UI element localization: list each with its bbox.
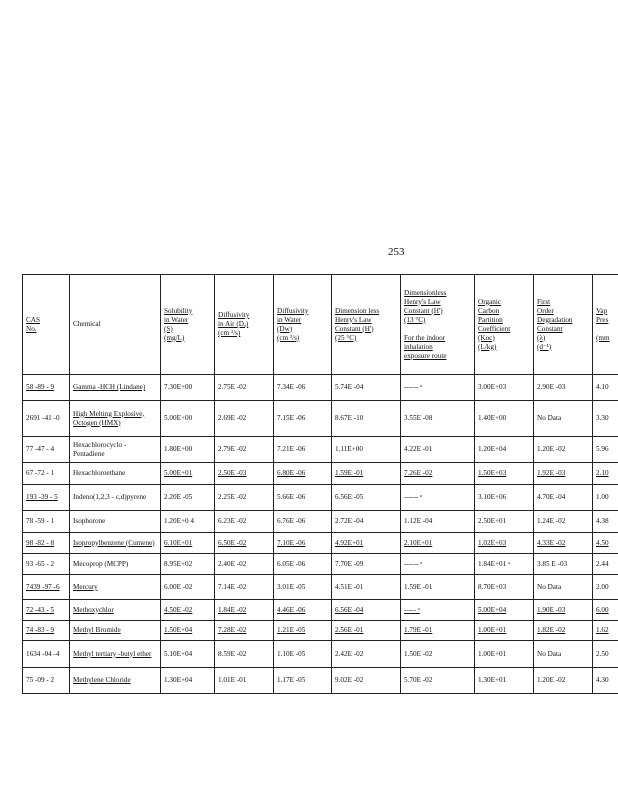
header-degradation: First Order Degradation Constant (λ) (d⁻¹)	[534, 275, 593, 375]
koc-cell: 1.02E+03	[475, 533, 534, 554]
diffusivity-water-cell: 6.80E -06	[274, 463, 332, 485]
henry-25c-cell: 2.56E -01	[332, 621, 401, 641]
diffusivity-water-cell: 7.15E -06	[274, 401, 332, 437]
chemical-cell: Mecoprop (MCPP)	[70, 554, 161, 575]
koc-cell: 2.50E+01	[475, 511, 534, 533]
degradation-cell: No Data	[534, 401, 593, 437]
henry-25c-cell: 7.70E -09	[332, 554, 401, 575]
chemical-cell: Indeno(1,2,3 - c,d)pyrene	[70, 485, 161, 511]
chemical-properties-table	[22, 274, 618, 694]
vapor-pressure-cell: 2.10	[593, 463, 618, 485]
table-row	[23, 641, 618, 668]
henry-13c-cell: ----- ᵃ	[401, 600, 475, 621]
table-row	[23, 463, 618, 485]
diffusivity-water-cell: 6.76E -06	[274, 511, 332, 533]
solubility-cell: 2.20E -05	[161, 485, 215, 511]
header-cas: CAS No.	[23, 275, 70, 375]
vapor-pressure-cell: 3.30	[593, 401, 618, 437]
solubility-cell: 1.80E+00	[161, 437, 215, 463]
chemical-cell: Methylene Chloride	[70, 668, 161, 694]
cas-cell: 2691 -41 -0	[23, 401, 70, 437]
koc-cell: 1.00E+01	[475, 641, 534, 668]
diffusivity-water-cell: 5.66E -06	[274, 485, 332, 511]
page-number: 253	[388, 246, 405, 258]
diffusivity-air-cell: 2.79E -02	[215, 437, 274, 463]
diffusivity-air-cell: 1.84E -02	[215, 600, 274, 621]
henry-13c-cell: 1.59E -01	[401, 575, 475, 600]
koc-cell: 8.70E+03	[475, 575, 534, 600]
henry-13c-cell: ------ ᵃ	[401, 485, 475, 511]
table-row	[23, 375, 618, 401]
vapor-pressure-cell: 4.50	[593, 533, 618, 554]
cas-cell: 77 -47 - 4	[23, 437, 70, 463]
chemical-cell: High Melting Explosive, Octogen (HMX)	[70, 401, 161, 437]
table-row	[23, 533, 618, 554]
cas-cell: 98 -82 - 8	[23, 533, 70, 554]
henry-25c-cell: 4.51E -01	[332, 575, 401, 600]
solubility-cell: 1.50E+04	[161, 621, 215, 641]
vapor-pressure-cell: 1.62	[593, 621, 618, 641]
henry-13c-cell: 2.10E+01	[401, 533, 475, 554]
diffusivity-water-cell: 3.01E -05	[274, 575, 332, 600]
chemical-cell: Gamma -HCH (Lindane)	[70, 375, 161, 401]
chemical-cell: Hexachlorocyclo - Pentadiene	[70, 437, 161, 463]
diffusivity-water-cell: 1.10E -05	[274, 641, 332, 668]
degradation-cell: 1.92E -03	[534, 463, 593, 485]
degradation-cell: 1.82E -02	[534, 621, 593, 641]
header-henry-25c: Dimension less Henry's Law Constant (H') (25 °C)	[332, 275, 401, 375]
chemical-cell: Isophorone	[70, 511, 161, 533]
solubility-cell: 8.95E+02	[161, 554, 215, 575]
diffusivity-air-cell: 6.50E -02	[215, 533, 274, 554]
koc-cell: 1.20E+04	[475, 437, 534, 463]
solubility-cell: 1.20E+0 4	[161, 511, 215, 533]
henry-25c-cell: 2.42E -02	[332, 641, 401, 668]
diffusivity-air-cell: 2.75E -02	[215, 375, 274, 401]
cas-cell: 193 -39 - 5	[23, 485, 70, 511]
solubility-cell: 6.00E -02	[161, 575, 215, 600]
diffusivity-air-cell: 8.59E -02	[215, 641, 274, 668]
header-chemical: Chemical	[70, 275, 161, 375]
cas-cell: 74 -83 - 9	[23, 621, 70, 641]
koc-cell: 3.00E+03	[475, 375, 534, 401]
diffusivity-water-cell: 7.34E -06	[274, 375, 332, 401]
table-row	[23, 437, 618, 463]
table-row	[23, 621, 618, 641]
chemical-cell: Isopropylbenzene (Cumene)	[70, 533, 161, 554]
degradation-cell: 3.85 E -03	[534, 554, 593, 575]
diffusivity-water-cell: 6.05E -06	[274, 554, 332, 575]
table-row	[23, 511, 618, 533]
degradation-cell: No Data	[534, 641, 593, 668]
diffusivity-water-cell: 7.10E -06	[274, 533, 332, 554]
koc-cell: 3.10E+06	[475, 485, 534, 511]
solubility-cell: 1.30E+04	[161, 668, 215, 694]
table-row	[23, 575, 618, 600]
henry-13c-cell: 5.70E -02	[401, 668, 475, 694]
henry-25c-cell: 9.02E -02	[332, 668, 401, 694]
table-header-row	[23, 275, 618, 375]
cas-cell: 67 -72 - 1	[23, 463, 70, 485]
chemical-cell: Methyl Bromide	[70, 621, 161, 641]
henry-25c-cell: 1.11E+00	[332, 437, 401, 463]
chemical-cell: Methyl tertiary -butyl ether	[70, 641, 161, 668]
diffusivity-air-cell: 7.14E -02	[215, 575, 274, 600]
henry-25c-cell: 8.67E -10	[332, 401, 401, 437]
solubility-cell: 5.00E+01	[161, 463, 215, 485]
koc-cell: 1.50E+03	[475, 463, 534, 485]
henry-25c-cell: 6.56E -05	[332, 485, 401, 511]
table-row	[23, 668, 618, 694]
vapor-pressure-cell: 6.00	[593, 600, 618, 621]
diffusivity-water-cell: 4.46E -06	[274, 600, 332, 621]
henry-25c-cell: 2.72E -04	[332, 511, 401, 533]
henry-25c-cell: 4.92E+01	[332, 533, 401, 554]
solubility-cell: 5.10E+04	[161, 641, 215, 668]
header-koc: Organic Carbon Partition Coefficient (Koc) (L/kg)	[475, 275, 534, 375]
henry-13c-cell: ------ ᵃ	[401, 375, 475, 401]
cas-cell: 78 -59 - 1	[23, 511, 70, 533]
table-row	[23, 554, 618, 575]
solubility-cell: 7.30E+00	[161, 375, 215, 401]
chemical-cell: Methoxychlor	[70, 600, 161, 621]
cas-cell: 1634 -04 -4	[23, 641, 70, 668]
degradation-cell: 2.90E -03	[534, 375, 593, 401]
diffusivity-water-cell: 1.21E -05	[274, 621, 332, 641]
table-row	[23, 485, 618, 511]
henry-13c-cell: ------ ᵃ	[401, 554, 475, 575]
diffusivity-air-cell: 2.40E -02	[215, 554, 274, 575]
vapor-pressure-cell: 2.50	[593, 641, 618, 668]
henry-25c-cell: 5.74E -04	[332, 375, 401, 401]
table-row	[23, 401, 618, 437]
solubility-cell: 4.50E -02	[161, 600, 215, 621]
henry-25c-cell: 6.56E -04	[332, 600, 401, 621]
header-diffusivity-water: Diffusivity in Water (Dw) (cm ²/s)	[274, 275, 332, 375]
header-vapor-pressure: Vap Pres (mm	[593, 275, 618, 375]
koc-cell: 1.84E+01 ᵃ	[475, 554, 534, 575]
cas-cell: 72 -43 - 5	[23, 600, 70, 621]
diffusivity-water-cell: 1.17E -05	[274, 668, 332, 694]
vapor-pressure-cell: 1.00	[593, 485, 618, 511]
table-row	[23, 600, 618, 621]
henry-25c-cell: 1.59E -01	[332, 463, 401, 485]
solubility-cell: 6.10E+01	[161, 533, 215, 554]
header-diffusivity-air: Diffusivity in Air (Dₐ) (cm ²/s)	[215, 275, 274, 375]
koc-cell: 1.40E+00	[475, 401, 534, 437]
koc-cell: 1.00E+01	[475, 621, 534, 641]
cas-cell: 58 -89 - 9	[23, 375, 70, 401]
vapor-pressure-cell: 4.30	[593, 668, 618, 694]
henry-13c-cell: 7.26E -02	[401, 463, 475, 485]
cas-cell: 75 -09 - 2	[23, 668, 70, 694]
header-solubility: Solubility in Water (S) (mg/L)	[161, 275, 215, 375]
diffusivity-air-cell: 2.50E -03	[215, 463, 274, 485]
degradation-cell: No Data	[534, 575, 593, 600]
diffusivity-air-cell: 7.28E -02	[215, 621, 274, 641]
vapor-pressure-cell: 4.10	[593, 375, 618, 401]
degradation-cell: 1.24E -02	[534, 511, 593, 533]
vapor-pressure-cell: 5.96	[593, 437, 618, 463]
vapor-pressure-cell: 4.38	[593, 511, 618, 533]
diffusivity-air-cell: 6.23E -02	[215, 511, 274, 533]
degradation-cell: 4.70E -04	[534, 485, 593, 511]
diffusivity-water-cell: 7.21E -06	[274, 437, 332, 463]
henry-13c-cell: 1.79E -01	[401, 621, 475, 641]
solubility-cell: 5.00E+00	[161, 401, 215, 437]
diffusivity-air-cell: 1.01E -01	[215, 668, 274, 694]
henry-13c-cell: 4.22E -01	[401, 437, 475, 463]
degradation-cell: 1.20E -02	[534, 668, 593, 694]
koc-cell: 1.30E+01	[475, 668, 534, 694]
cas-cell: 7439 -97 -6	[23, 575, 70, 600]
henry-13c-cell: 1.12E -04	[401, 511, 475, 533]
diffusivity-air-cell: 2.69E -02	[215, 401, 274, 437]
degradation-cell: 1.90E -03	[534, 600, 593, 621]
vapor-pressure-cell: 2.44	[593, 554, 618, 575]
degradation-cell: 1.20E -02	[534, 437, 593, 463]
header-henry-13c: Dimensionless Henry's Law Constant (H') (13 °C) For the indoor inhalation exposure route	[401, 275, 475, 375]
henry-13c-cell: 3.55E -08	[401, 401, 475, 437]
henry-13c-cell: 1.50E -02	[401, 641, 475, 668]
koc-cell: 5.00E+04	[475, 600, 534, 621]
diffusivity-air-cell: 2.25E -02	[215, 485, 274, 511]
chemical-properties-table-wrapper	[22, 274, 618, 734]
vapor-pressure-cell: 2.00	[593, 575, 618, 600]
chemical-cell: Mercury	[70, 575, 161, 600]
cas-cell: 93 -65 - 2	[23, 554, 70, 575]
degradation-cell: 4.33E -02	[534, 533, 593, 554]
chemical-cell: Hexachloroethane	[70, 463, 161, 485]
